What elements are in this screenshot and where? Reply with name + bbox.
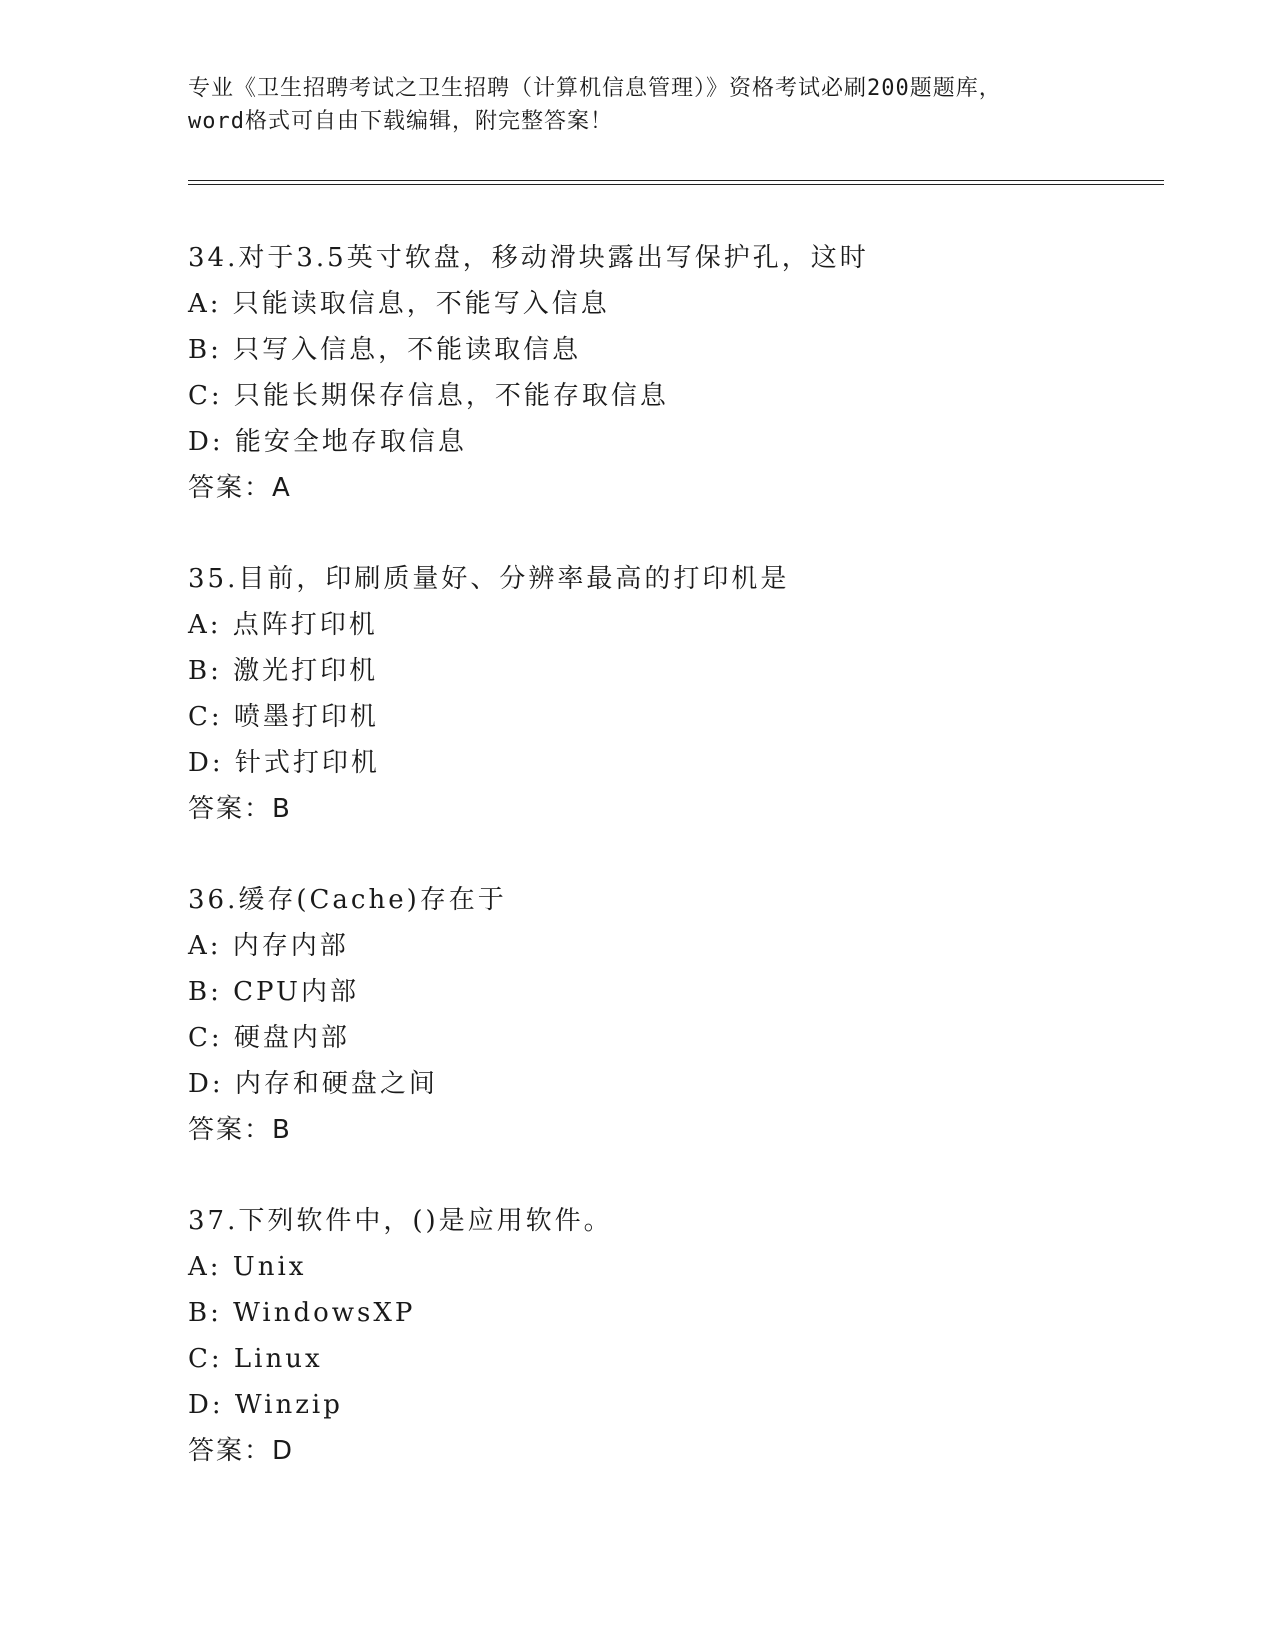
option-c: C: 硬盘内部 <box>188 1023 350 1053</box>
header-divider-bottom <box>188 184 1164 185</box>
option-a: A: 点阵打印机 <box>188 610 378 640</box>
answer-line: 答案：D <box>188 1436 295 1466</box>
question-34 <box>188 235 1138 511</box>
option-c: C: 喷墨打印机 <box>188 702 379 732</box>
question-stem: 37.下列软件中，()是应用软件。 <box>188 1206 613 1236</box>
answer-line: 答案：A <box>188 473 292 503</box>
question-stem: 34.对于3.5英寸软盘，移动滑块露出写保护孔，这时 <box>188 243 869 273</box>
question-36 <box>188 877 1138 1153</box>
document-header <box>188 72 1088 138</box>
question-stem: 35.目前，印刷质量好、分辨率最高的打印机是 <box>188 564 790 594</box>
question-list <box>188 235 1138 1519</box>
answer-line: 答案：B <box>188 794 292 824</box>
option-d: D: 内存和硬盘之间 <box>188 1069 438 1099</box>
option-a: A: 只能读取信息，不能写入信息 <box>188 289 610 319</box>
option-b: B: 只写入信息，不能读取信息 <box>188 335 582 365</box>
option-b: B: 激光打印机 <box>188 656 379 686</box>
option-c: C: Linux <box>188 1344 323 1374</box>
question-37 <box>188 1198 1138 1474</box>
option-b: B: CPU内部 <box>188 977 359 1007</box>
option-d: D: Winzip <box>188 1390 343 1420</box>
question-stem: 36.缓存(Cache)存在于 <box>188 885 507 915</box>
header-line-2: word格式可自由下载编辑，附完整答案！ <box>188 109 613 134</box>
question-35 <box>188 556 1138 832</box>
option-c: C: 只能长期保存信息，不能存取信息 <box>188 381 669 411</box>
header-line-1: 专业《卫生招聘考试之卫生招聘（计算机信息管理）》资格考试必刷200题题库， <box>188 76 1002 101</box>
option-d: D: 能安全地存取信息 <box>188 427 467 457</box>
option-a: A: 内存内部 <box>188 931 349 961</box>
option-b: B: WindowsXP <box>188 1298 416 1328</box>
header-divider-top <box>188 180 1164 181</box>
option-d: D: 针式打印机 <box>188 748 380 778</box>
answer-line: 答案：B <box>188 1115 292 1145</box>
option-a: A: Unix <box>188 1252 307 1282</box>
